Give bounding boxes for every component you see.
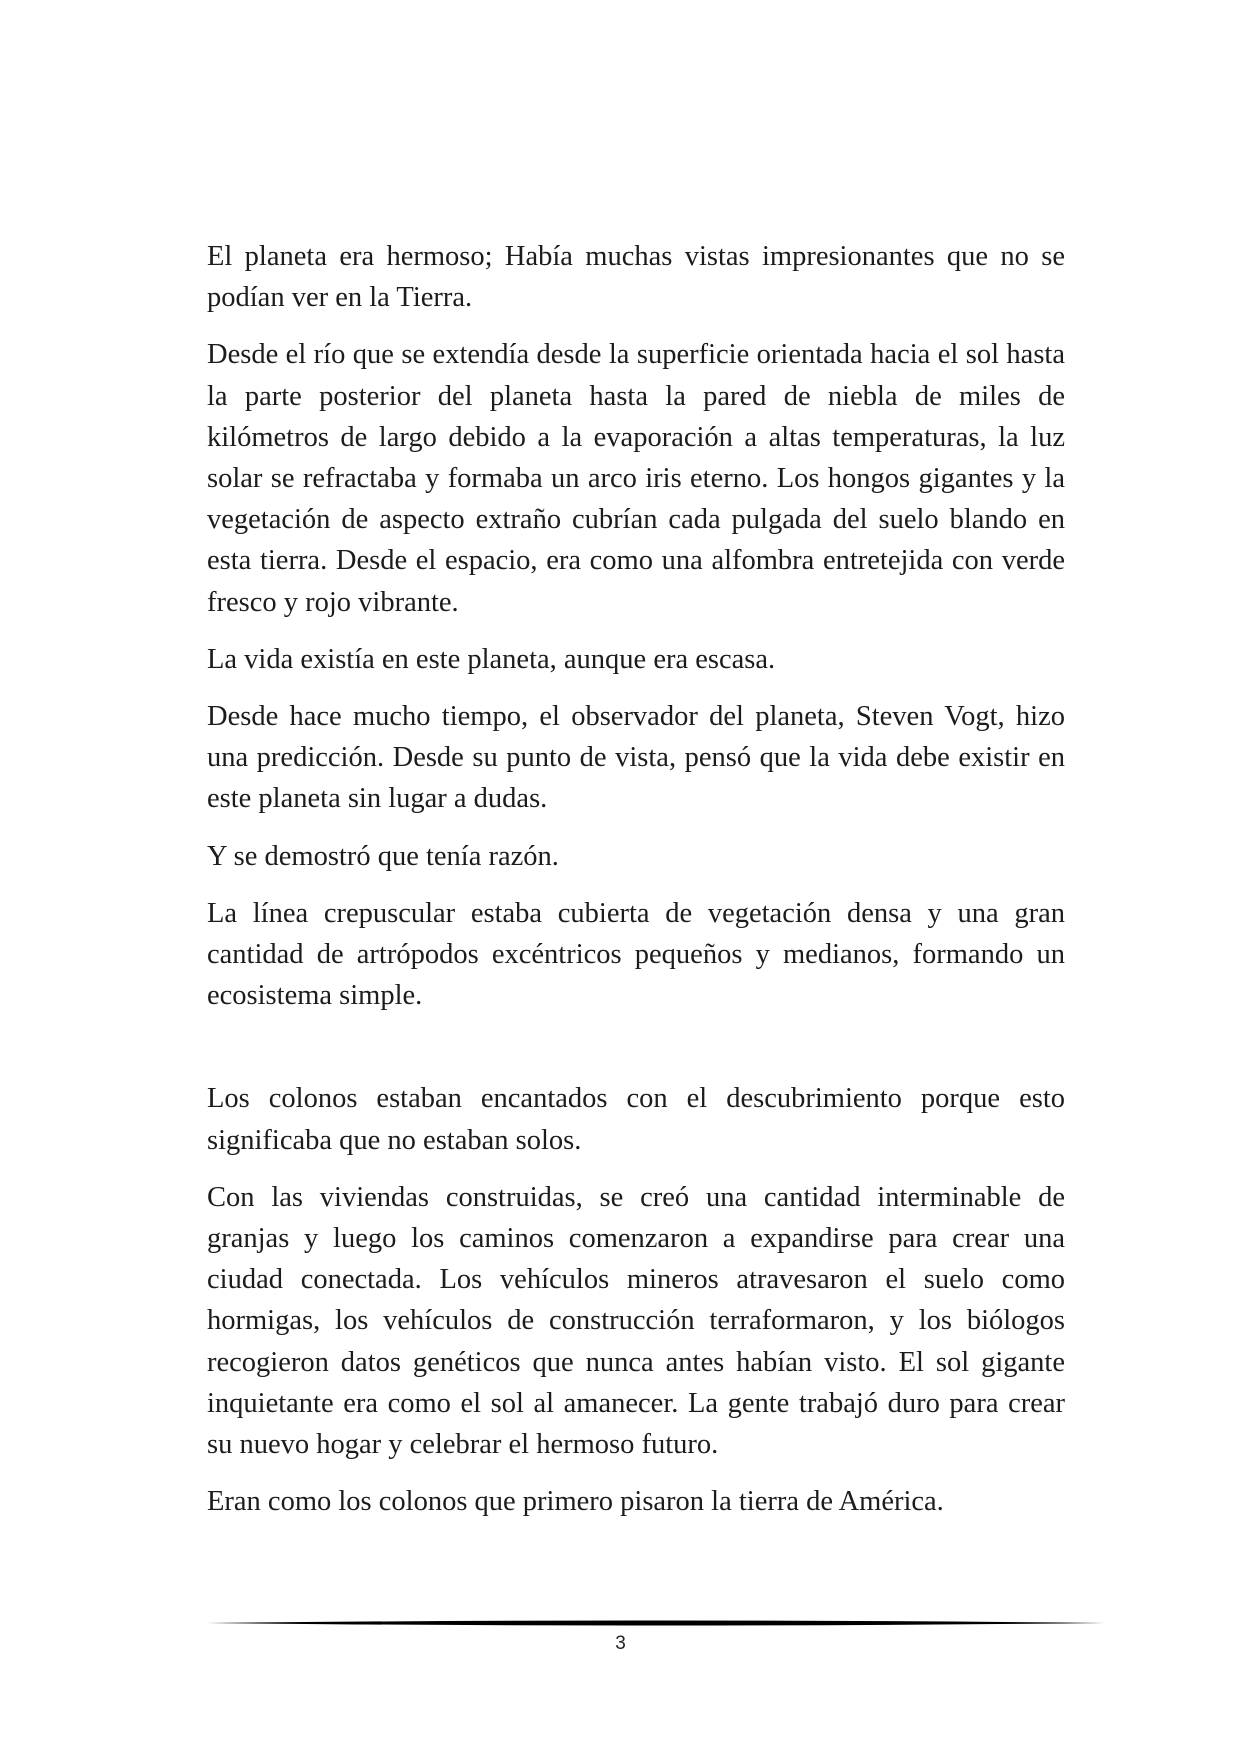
- page-number: 3: [615, 1633, 626, 1654]
- footer-rule: [207, 1616, 1105, 1630]
- paragraph-2: Desde el río que se extendía desde la superficie orientada hacia el sol hasta la parte posterior del planeta hasta la pared de niebla de miles de kilómetros de largo debido a la evaporación a altas temperaturas, la luz solar se refractaba y formaba un arco iris eterno. Los hongos gigantes y la vegetación de aspecto extraño cubrían cada pulgada del suelo blando en esta tierra. Desde el espacio, era como una alfombra entretejida con verde fresco y rojo vibrante.: [207, 339, 1065, 618]
- text-body: [207, 236, 1065, 1538]
- paragraph-4: Desde hace mucho tiempo, el observador del planeta, Steven Vogt, hizo una predicción. Desde su punto de vista, pensó que la vida debe existir en este planeta sin lugar a dudas.: [207, 701, 1065, 815]
- footer-rule-shape: [207, 1621, 1105, 1626]
- paragraph-9: Eran como los colonos que primero pisaron la tierra de América.: [207, 1486, 944, 1518]
- paragraph-3: La vida existía en este planeta, aunque era escasa.: [207, 643, 776, 675]
- paragraph-8: Con las viviendas construidas, se creó una cantidad interminable de granjas y luego los caminos comenzaron a expandirse para crear una ciudad conectada. Los vehículos mineros atravesaron el suelo como hormigas, los vehículos de construcción terraformaron, y los biólogos recogieron datos genéticos que nunca antes habían visto. El sol gigante inquietante era como el sol al amanecer. La gente trabajó duro para crear su nuevo hogar y celebrar el hermoso futuro.: [207, 1181, 1065, 1461]
- paragraph-6: La línea crepuscular estaba cubierta de vegetación densa y una gran cantidad de artrópodos excéntricos pequeños y medianos, formando un ecosistema simple.: [207, 897, 1065, 1012]
- paragraph-5: Y se demostró que tenía razón.: [207, 840, 559, 872]
- paragraph-1: El planeta era hermoso; Había muchas vistas impresionantes que no se podían ver en la Tierra.: [207, 241, 1065, 314]
- paragraph-7: Los colonos estaban encantados con el descubrimiento porque esto significaba que no estaban solos.: [207, 1083, 1065, 1156]
